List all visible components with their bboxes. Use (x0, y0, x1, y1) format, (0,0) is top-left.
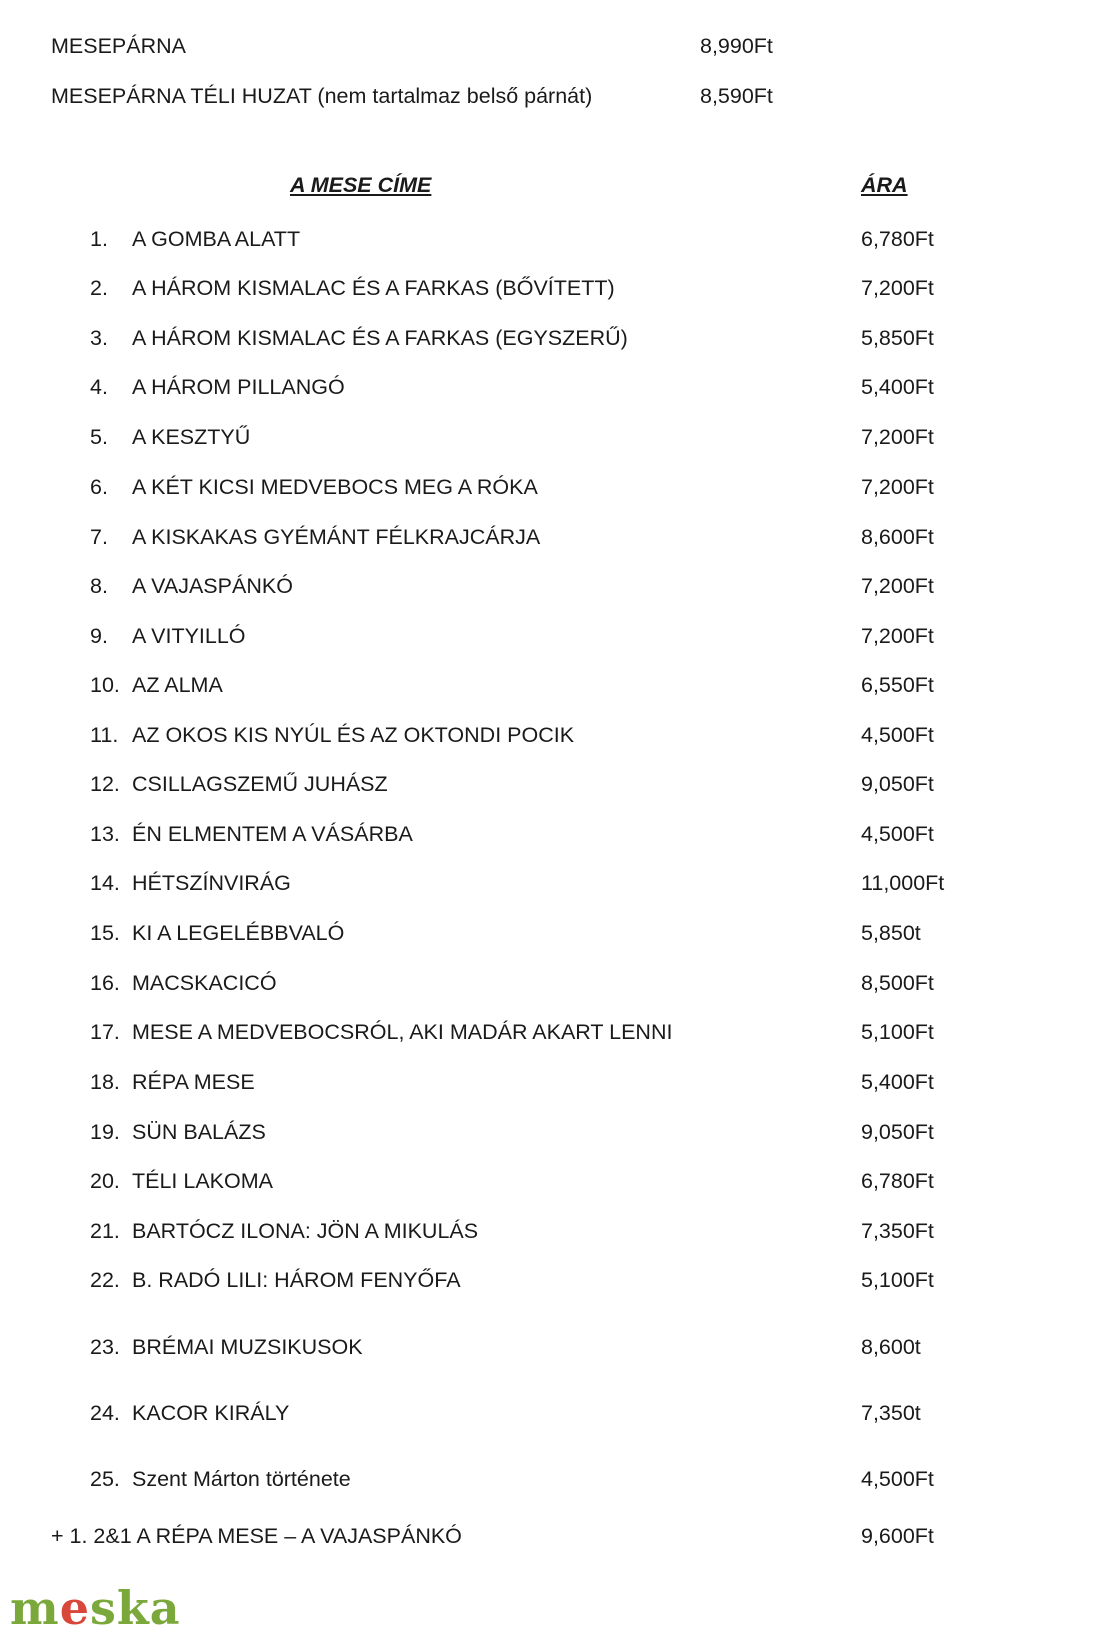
tale-number: 8. (90, 574, 108, 598)
tale-title: A HÁROM PILLANGÓ (132, 375, 345, 399)
tale-price: 9,050Ft (861, 772, 934, 796)
tale-number: 14. (90, 871, 120, 895)
tale-price: 4,500Ft (861, 822, 934, 846)
tale-title: CSILLAGSZEMŰ JUHÁSZ (132, 772, 388, 796)
tale-number: 1. (90, 227, 108, 251)
tale-title: KI A LEGELÉBBVALÓ (132, 921, 345, 945)
tale-title: AZ OKOS KIS NYÚL ÉS AZ OKTONDI POCIK (132, 723, 575, 747)
tale-price: 7,350Ft (861, 1219, 934, 1243)
tale-number: 13. (90, 822, 120, 846)
tale-title: ÉN ELMENTEM A VÁSÁRBA (132, 822, 413, 846)
tale-number: 5. (90, 425, 108, 449)
tale-number: 6. (90, 475, 108, 499)
tale-number: 21. (90, 1219, 120, 1243)
bundle-label: + 1. 2&1 A RÉPA MESE – A VAJASPÁNKÓ (51, 1524, 462, 1548)
item-price: 8,990Ft (700, 34, 773, 58)
tale-price: 8,500Ft (861, 971, 934, 995)
tale-price: 7,200Ft (861, 574, 934, 598)
tale-price: 6,550Ft (861, 673, 934, 697)
tale-number: 15. (90, 921, 120, 945)
tale-number: 17. (90, 1020, 120, 1044)
tale-number: 2. (90, 276, 108, 300)
tale-price: 5,850t (861, 921, 921, 945)
tale-title: MESE A MEDVEBOCSRÓL, AKI MADÁR AKART LENNI (132, 1020, 673, 1044)
tale-title: MACSKACICÓ (132, 971, 277, 995)
tale-price: 5,100Ft (861, 1268, 934, 1292)
tale-number: 11. (90, 723, 119, 747)
tale-title: TÉLI LAKOMA (132, 1169, 273, 1193)
tale-title: SÜN BALÁZS (132, 1120, 266, 1144)
tale-price: 7,200Ft (861, 276, 934, 300)
tale-number: 23. (90, 1335, 120, 1359)
tale-title: HÉTSZÍNVIRÁG (132, 871, 291, 895)
column-header-price: ÁRA (861, 173, 908, 197)
bundle-price: 9,600Ft (861, 1524, 934, 1548)
tale-title: A KÉT KICSI MEDVEBOCS MEG A RÓKA (132, 475, 538, 499)
tale-number: 24. (90, 1401, 120, 1425)
tale-title: BRÉMAI MUZSIKUSOK (132, 1335, 363, 1359)
tale-title: A VITYILLÓ (132, 624, 246, 648)
tale-title: A HÁROM KISMALAC ÉS A FARKAS (BŐVÍTETT) (132, 276, 615, 300)
tale-price: 5,100Ft (861, 1020, 934, 1044)
meska-logo: meska (10, 1581, 181, 1635)
tale-price: 6,780Ft (861, 227, 934, 251)
tale-title: RÉPA MESE (132, 1070, 255, 1094)
tale-number: 18. (90, 1070, 120, 1094)
item-title: MESEPÁRNA (51, 34, 187, 58)
tale-price: 8,600Ft (861, 525, 934, 549)
tale-title: A GOMBA ALATT (132, 227, 301, 251)
tale-price: 7,200Ft (861, 475, 934, 499)
tale-title: A VAJASPÁNKÓ (132, 574, 293, 598)
tale-number: 4. (90, 375, 108, 399)
column-header-title: A MESE CÍME (290, 173, 432, 197)
tale-price: 7,200Ft (861, 425, 934, 449)
tale-number: 25. (90, 1467, 120, 1491)
tale-title: A KESZTYŰ (132, 425, 251, 449)
tale-price: 7,200Ft (861, 624, 934, 648)
tale-price: 11,000Ft (861, 871, 945, 895)
tale-title: Szent Márton története (132, 1467, 351, 1491)
tale-title: A HÁROM KISMALAC ÉS A FARKAS (EGYSZERŰ) (132, 326, 628, 350)
tale-price: 9,050Ft (861, 1120, 934, 1144)
tale-price: 6,780Ft (861, 1169, 934, 1193)
tale-title: KACOR KIRÁLY (132, 1401, 290, 1425)
tale-price: 4,500Ft (861, 723, 934, 747)
tale-number: 10. (90, 673, 120, 697)
tale-number: 20. (90, 1169, 120, 1193)
tale-title: BARTÓCZ ILONA: JÖN A MIKULÁS (132, 1219, 479, 1243)
tale-number: 22. (90, 1268, 120, 1292)
tale-price: 7,350t (861, 1401, 921, 1425)
tale-number: 3. (90, 326, 108, 350)
item-title: MESEPÁRNA TÉLI HUZAT (nem tartalmaz belső párnát) (51, 84, 593, 108)
tale-price: 5,400Ft (861, 375, 934, 399)
tale-number: 19. (90, 1120, 120, 1144)
tale-title: A KISKAKAS GYÉMÁNT FÉLKRAJCÁRJA (132, 525, 541, 549)
tale-title: B. RADÓ LILI: HÁROM FENYŐFA (132, 1268, 461, 1292)
tale-price: 4,500Ft (861, 1467, 934, 1491)
tale-price: 8,600t (861, 1335, 921, 1359)
tale-number: 12. (90, 772, 120, 796)
tale-price: 5,400Ft (861, 1070, 934, 1094)
tale-price: 5,850Ft (861, 326, 934, 350)
tale-number: 7. (90, 525, 108, 549)
item-price: 8,590Ft (700, 84, 773, 108)
tale-number: 16. (90, 971, 120, 995)
tale-number: 9. (90, 624, 108, 648)
tale-title: AZ ALMA (132, 673, 223, 697)
